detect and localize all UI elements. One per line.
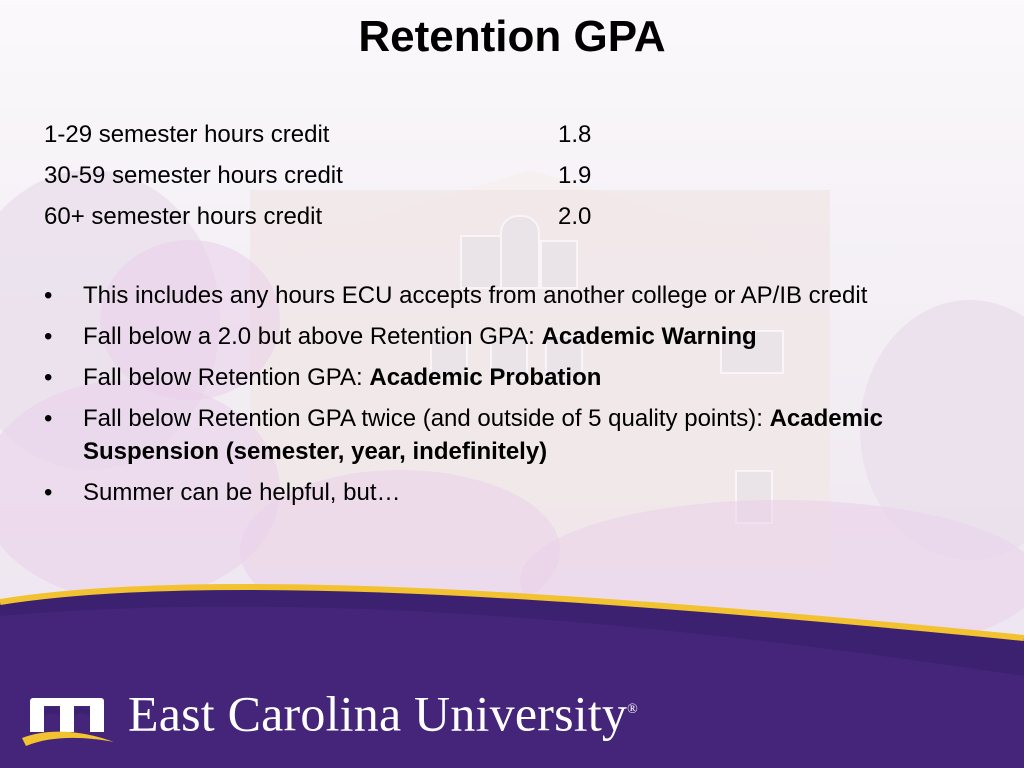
bullet-text: Summer can be helpful, but… — [83, 479, 401, 506]
bullet-bold-text: Academic Probation — [369, 364, 602, 391]
gpa-range: 1-29 semester hours credit — [44, 121, 330, 148]
ecu-cupola-logo-icon — [22, 690, 118, 752]
bullet-icon: • — [44, 405, 53, 432]
bullet-item — [44, 476, 964, 509]
university-wordmark — [128, 678, 638, 746]
bullet-text: Fall below Retention GPA: — [83, 364, 370, 391]
slide-title: Retention GPA — [358, 12, 666, 61]
bullet-item — [44, 320, 964, 353]
gpa-row — [44, 114, 618, 155]
gpa-value: 1.8 — [558, 121, 592, 148]
bullet-item — [44, 361, 964, 394]
gpa-table — [44, 114, 618, 237]
gpa-row — [44, 196, 618, 237]
gpa-range: 60+ semester hours credit — [44, 203, 323, 230]
bullet-list — [44, 279, 964, 517]
bullet-icon: • — [44, 364, 53, 391]
trademark-symbol: ® — [627, 702, 638, 717]
bullet-item — [44, 279, 964, 312]
bullet-icon: • — [44, 479, 53, 506]
bullet-item — [44, 402, 964, 468]
gpa-range: 30-59 semester hours credit — [44, 162, 343, 189]
gpa-value: 1.9 — [558, 162, 592, 189]
gpa-row — [44, 155, 618, 196]
bullet-icon: • — [44, 282, 53, 309]
bullet-bold-text: Academic Suspension (semester, year, indefinitely) — [83, 405, 883, 465]
bullet-text: Fall below a 2.0 but above Retention GPA: — [83, 323, 542, 350]
university-name: East Carolina University — [128, 685, 628, 742]
bullet-text: This includes any hours ECU accepts from another college or AP/IB credit — [83, 282, 868, 309]
bullet-text: Fall below Retention GPA twice (and outside of 5 quality points): — [83, 405, 770, 432]
gpa-value: 2.0 — [558, 203, 592, 230]
bullet-icon: • — [44, 323, 53, 350]
bullet-bold-text: Academic Warning — [541, 323, 757, 350]
